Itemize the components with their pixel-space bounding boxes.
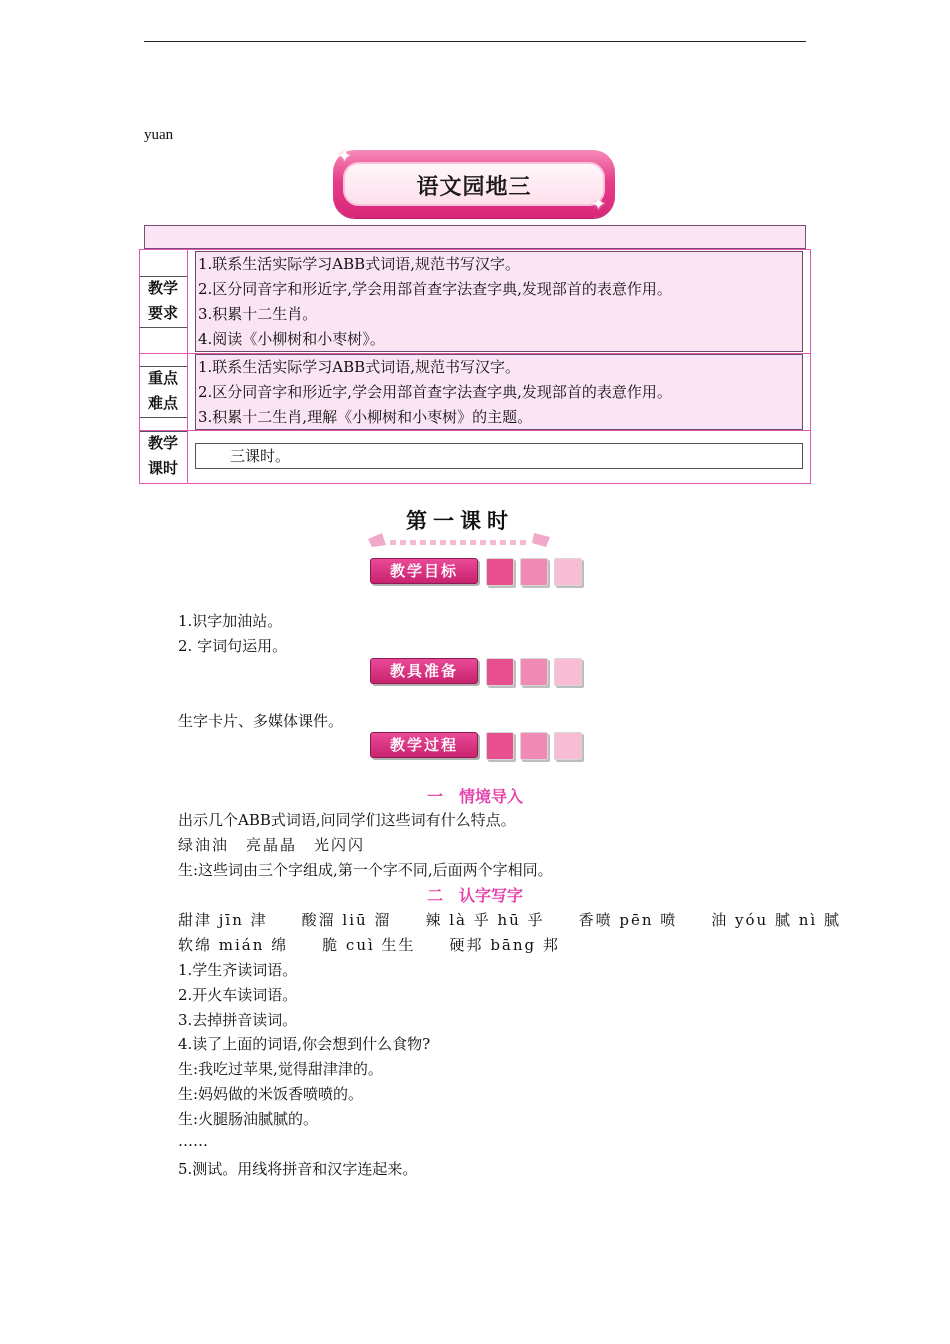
- requirement-line: 1.联系生活实际学习ABB式词语,规范书写汉字。: [198, 255, 520, 273]
- decor-square: [554, 732, 582, 760]
- sparkle-icon: ✦: [337, 146, 353, 167]
- row-label-key-points: [139, 366, 187, 416]
- part2-line: 1.学生齐读词语。: [178, 961, 298, 979]
- decor-square: [520, 732, 548, 760]
- stray-text: yuan: [144, 127, 174, 143]
- section-prep-header: [370, 656, 582, 688]
- row-label-requirements: [139, 276, 187, 326]
- word-list-line: 甜津 jīn 津 酸溜 liū 溜 辣 là 乎 hū 乎 香喷 pēn 喷 油 yóu 腻 nì 腻: [178, 911, 841, 929]
- periods-text: 三课时。: [230, 447, 291, 465]
- requirements-content: [195, 251, 803, 352]
- key-point-line: 1.联系生活实际学习ABB式词语,规范书写汉字。: [198, 358, 520, 376]
- label-line: 教学: [147, 434, 178, 452]
- sparkle-icon: ✦: [591, 194, 607, 215]
- goal-item: 2. 字词句运用。: [178, 637, 288, 655]
- goal-item: 1.识字加油站。: [178, 612, 283, 630]
- section-label: 教学目标: [370, 558, 478, 584]
- part1-title-text: 一 情境导入: [426, 787, 523, 806]
- label-line: 难点: [147, 394, 178, 412]
- unit-title-banner: [333, 146, 615, 218]
- decor-square: [520, 558, 548, 586]
- section-label: 教学过程: [370, 732, 478, 758]
- lesson-title: 第一课时: [406, 509, 514, 533]
- word-list-line: 软绵 mián 绵 脆 cuì 生生 硬邦 bāng 邦: [178, 936, 560, 954]
- decor-square: [486, 558, 514, 586]
- unit-title: 语文园地三: [416, 175, 532, 200]
- label-line: 课时: [147, 459, 178, 477]
- part1-line: 生:这些词由三个字组成,第一个字不同,后面两个字相同。: [178, 861, 553, 879]
- key-point-line: 2.区分同音字和形近字,学会用部首查字法查字典,发现部首的表意作用。: [198, 383, 672, 401]
- table-header-bar: [144, 225, 806, 249]
- table-column-divider: [187, 249, 188, 484]
- part2-line: 生:妈妈做的米饭香喷喷的。: [178, 1085, 364, 1103]
- header-rule: [144, 41, 806, 42]
- decor-square: [520, 658, 548, 686]
- requirement-line: 2.区分同音字和形近字,学会用部首查字法查字典,发现部首的表意作用。: [198, 280, 672, 298]
- part2-line: 生:我吃过苹果,觉得甜津津的。: [178, 1060, 383, 1078]
- part2-line: 2.开火车读词语。: [178, 986, 298, 1004]
- table-row-divider: [139, 430, 811, 431]
- requirement-line: 3.积累十二生肖。: [198, 305, 318, 323]
- part1-title: [0, 784, 950, 807]
- periods-content: [195, 443, 803, 469]
- part2-line: 4.读了上面的词语,你会想到什么食物?: [178, 1035, 431, 1053]
- part1-line: 出示几个ABB式词语,问同学们这些词有什么特点。: [178, 811, 516, 829]
- part2-title: [0, 883, 950, 906]
- label-line: 要求: [147, 304, 178, 322]
- part2-line: 3.去掉拼音读词。: [178, 1011, 298, 1029]
- decor-square: [486, 658, 514, 686]
- decor-square: [486, 732, 514, 760]
- part2-title-text: 二 认字写字: [426, 886, 523, 905]
- label-line: 重点: [147, 369, 178, 387]
- lesson-title-decoration: [368, 531, 552, 549]
- label-line: 教学: [147, 279, 178, 297]
- part2-line: 5.测试。用线将拼音和汉字连起来。: [178, 1160, 418, 1178]
- row-label-periods: [139, 431, 187, 481]
- decor-square: [554, 558, 582, 586]
- part2-line: 生:火腿肠油腻腻的。: [178, 1110, 319, 1128]
- decor-square: [554, 658, 582, 686]
- part1-line: 绿油油 亮晶晶 光闪闪: [178, 836, 366, 854]
- part2-line: ……: [178, 1132, 208, 1150]
- requirement-line: 4.阅读《小柳树和小枣树》。: [198, 330, 385, 348]
- section-process-header: [370, 730, 582, 762]
- section-goals-header: [370, 556, 582, 588]
- key-point-line: 3.积累十二生肖,理解《小柳树和小枣树》的主题。: [198, 408, 533, 426]
- key-points-content: [195, 354, 803, 430]
- prep-text: 生字卡片、多媒体课件。: [178, 712, 344, 730]
- section-label: 教具准备: [370, 658, 478, 684]
